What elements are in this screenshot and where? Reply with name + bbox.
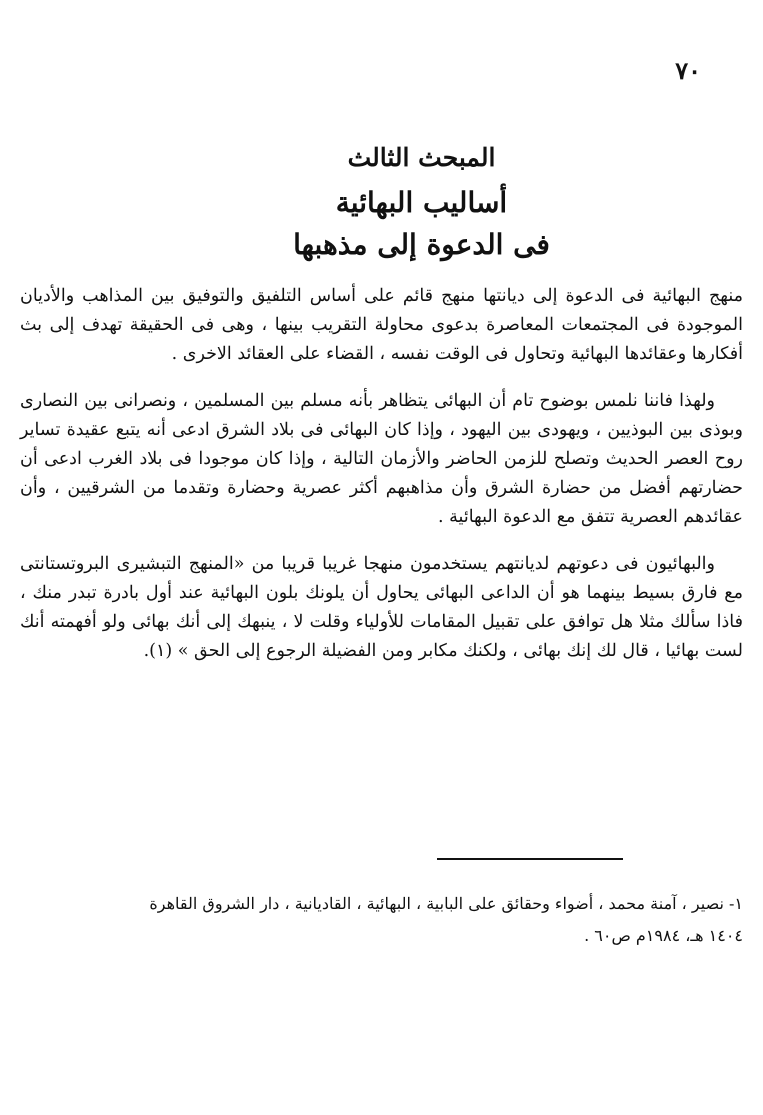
- footnote-line-1: ١- نصير ، آمنة محمد ، أضواء وحقائق على البابية ، البهائية ، القاديانية ، دار الشروق القاهرة: [149, 894, 743, 913]
- page-number: ٧٠: [675, 56, 701, 85]
- paragraph-1: منهج البهائية فى الدعوة إلى ديانتها منهج قائم على أساس التلفيق والتوفيق بين المذاهب والأديان الموجودة فى المجتمعات المعاصرة بدعوى محاولة التقريب بينها ، وهى فى الحقيقة تهدف إلى بث أفكارها وعقائدها البهائية وتحاول فى الوقت نفسه ، القضاء على العقائد الاخرى .: [20, 286, 743, 364]
- footnote-divider: [437, 858, 623, 860]
- paragraph-3: والبهائيون فى دعوتهم لديانتهم يستخدمون منهجا غريبا قريبا من «المنهج التبشيرى البروتستانتى مع فارق بسيط بينهما هو أن الداعى البهائى يحاول أن يلونك بلون البهائية عند أول بادرة تبدر منك ، فاذا سألك مثلا هل توافق على تقبيل المقامات للأولياء وقلت لا ، ينبهك إلى أنك بهائى ولو أفهمته أنك لست بهائيا ، قال لك إنك بهائى ، ولكنك مكابر ومن الفضيلة الرجوع إلى الحق » (١).: [20, 554, 743, 661]
- footnote-line-2: ١٤٠٤ هـ، ١٩٨٤م ص٦٠ .: [584, 926, 743, 945]
- paragraph-2: ولهذا فاننا نلمس بوضوح تام أن البهائى يتظاهر بأنه مسلم بين المسلمين ، ونصرانى بين النصارى وبوذى بين البوذيين ، ويهودى بين اليهود ، وإذا كان البهائى فى بلاد الشرق ادعى أنه يتبع عقيدة تساير روح العصر الحديث وتصلح للزمن الحاضر والأزمان التالية ، وإذا كان موجودا فى بلاد الغرب ادعى أن حضارتهم أفضل من حضارة الشرق وأن مذاهبهم أكثر عصرية وحضارة وتقدما من الشرقيين ، وأن عقائدهم العصرية تتفق مع الدعوة البهائية .: [20, 391, 743, 527]
- section-label: المبحث الثالث: [347, 143, 496, 172]
- section-heading: [0, 145, 763, 259]
- body-text: [20, 282, 743, 666]
- section-subtitle: فى الدعوة إلى مذهبها: [293, 228, 550, 261]
- section-title: أساليب البهائية: [335, 186, 508, 219]
- footnote: [20, 888, 743, 952]
